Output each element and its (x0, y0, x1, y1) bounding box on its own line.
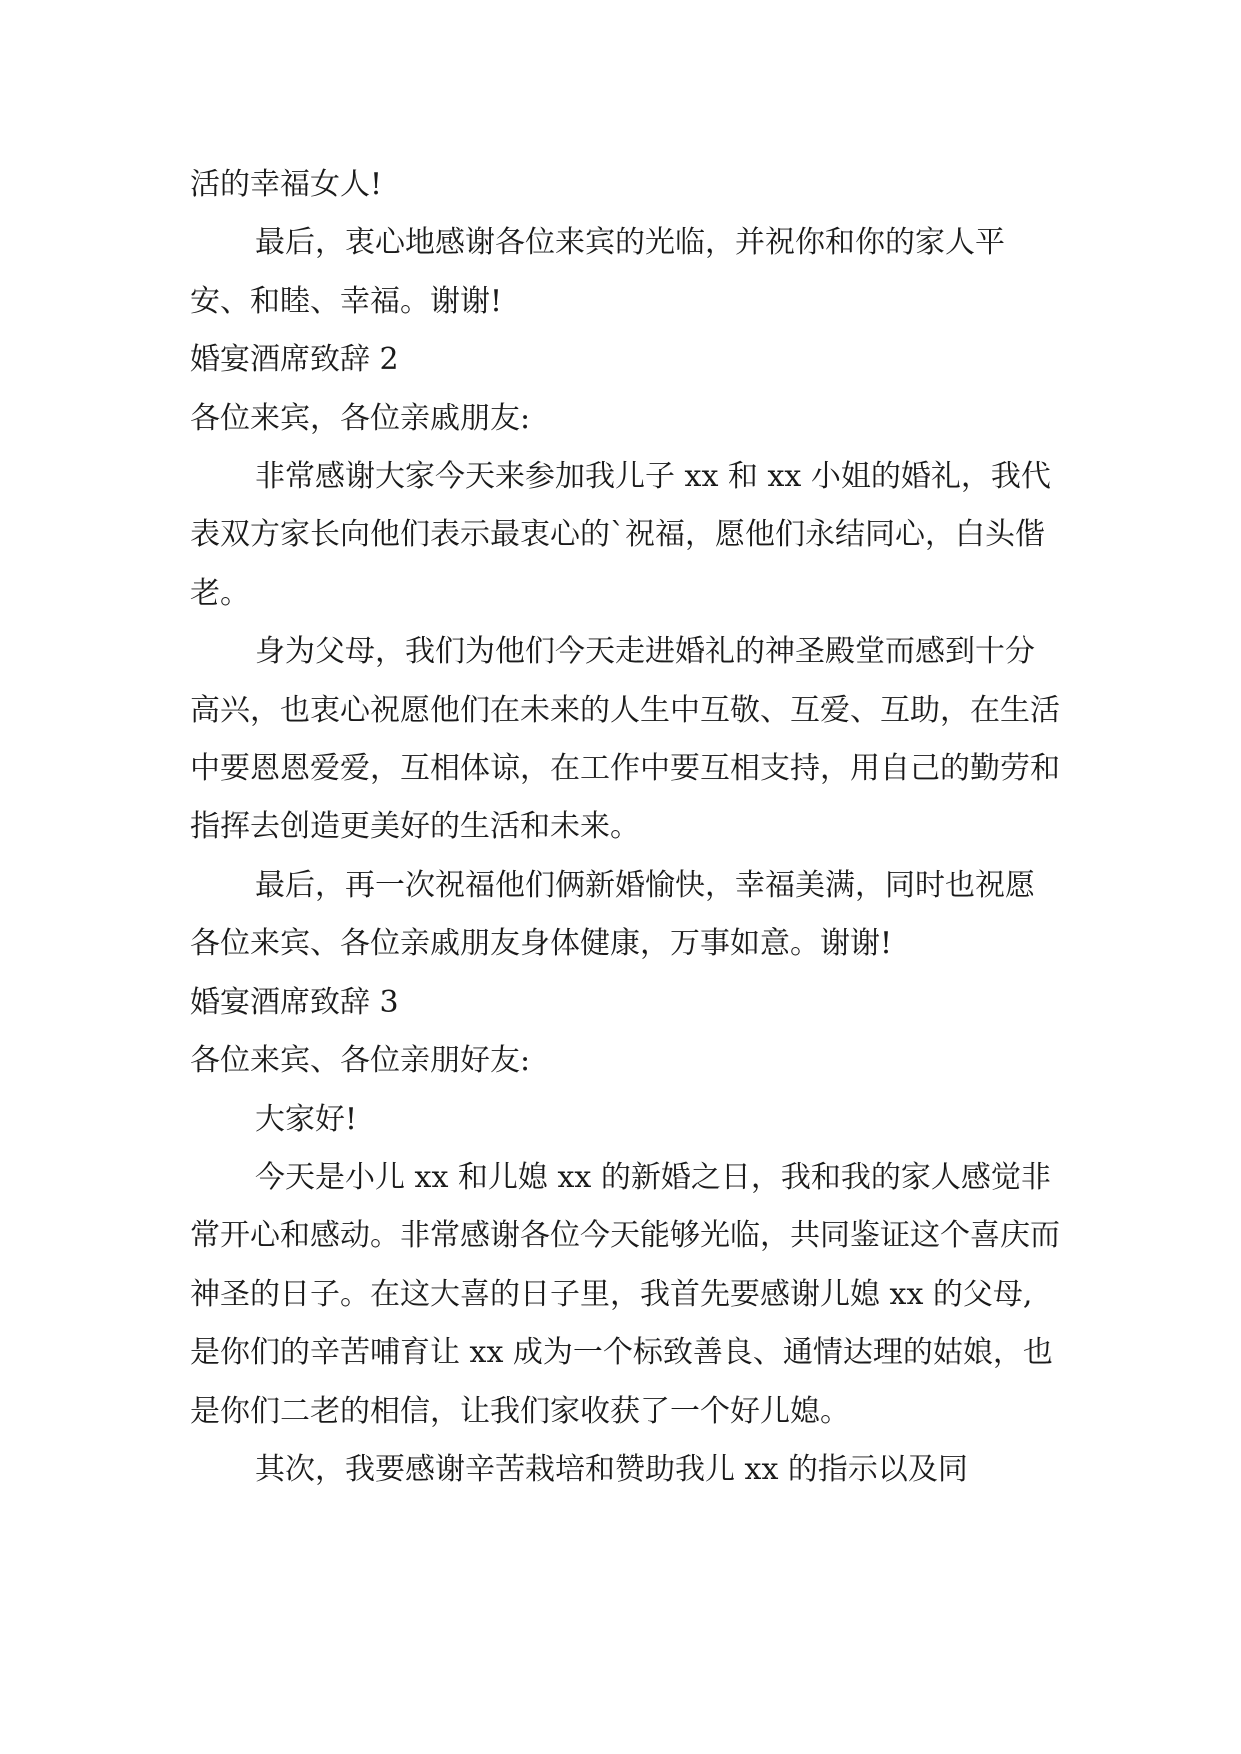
section-heading: 婚宴酒席致辞 2 (190, 342, 399, 378)
section-heading: 婚宴酒席致辞 3 (190, 984, 399, 1020)
greeting: 大家好! (255, 1101, 358, 1137)
salutation: 各位来宾、各位亲朋好友: (190, 1043, 531, 1079)
document-body (190, 156, 1062, 1499)
paragraph: 最后，再一次祝福他们俩新婚愉快，幸福美满，同时也祝愿各位来宾、各位亲戚朋友身体健康，万事如意。谢谢! (190, 867, 1035, 962)
paragraph: 今天是小儿 xx 和儿媳 xx 的新婚之日，我和我的家人感觉非常开心和感动。非常感谢各位今天能够光临，共同鉴证这个喜庆而神圣的日子。在这大喜的日子里，我首先要感谢儿媳 xx 的父母,是你们的辛苦哺育让 xx 成为一个标致善良、通情达理的姑娘，也是你们二老的相信，让我们家收获了一个好儿媳。 (190, 1159, 1060, 1429)
paragraph: 身为父母，我们为他们今天走进婚礼的神圣殿堂而感到十分高兴，也衷心祝愿他们在未来的人生中互敬、互爱、互助，在生活中要恩恩爱爱，互相体谅，在工作中要互相支持，用自己的勤劳和指挥去创造更美好的生活和未来。 (190, 634, 1060, 845)
paragraph: 非常感谢大家今天来参加我儿子 xx 和 xx 小姐的婚礼，我代表双方家长向他们表示最衷心的`祝福，愿他们永结同心，白头偕老。 (190, 459, 1051, 611)
paragraph: 其次，我要感谢辛苦栽培和赞助我儿 xx 的指示以及同 (255, 1451, 968, 1487)
paragraph: 最后，衷心地感谢各位来宾的光临，并祝你和你的家人平安、和睦、幸福。谢谢! (190, 225, 1005, 319)
paragraph: 活的幸福女人! (190, 167, 383, 202)
salutation: 各位来宾，各位亲戚朋友: (190, 400, 531, 436)
